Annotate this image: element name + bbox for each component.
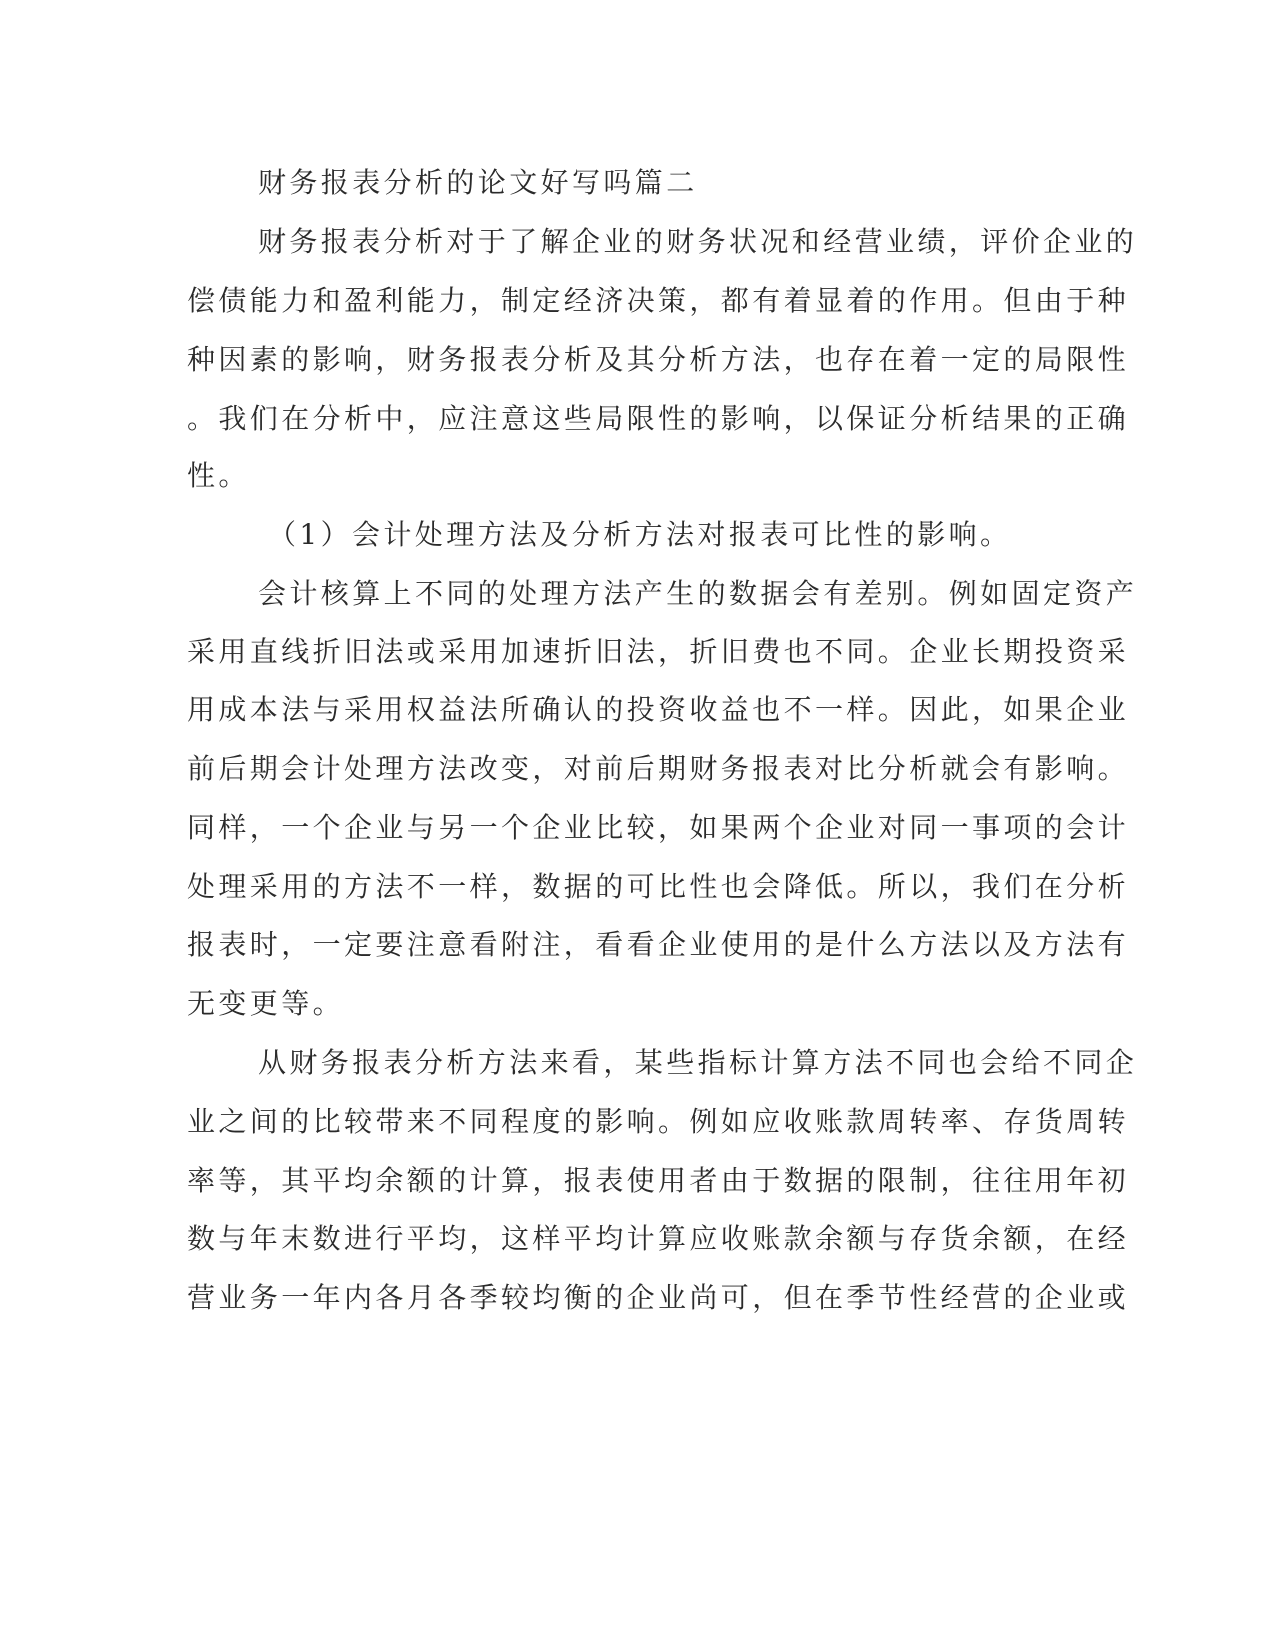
paragraph-line: 财务报表分析对于了解企业的财务状况和经营业绩，评价企业的 xyxy=(258,225,1138,258)
paragraph-line: 从财务报表分析方法来看，某些指标计算方法不同也会给不同企 xyxy=(258,1046,1138,1079)
paragraph-line: 业之间的比较带来不同程度的影响。例如应收账款周转率、存货周转 xyxy=(187,1105,1130,1138)
paragraph-line: 偿债能力和盈利能力，制定经济决策，都有着显着的作用。但由于种 xyxy=(187,284,1130,317)
paragraph-line: 率等，其平均余额的计算，报表使用者由于数据的限制，往往用年初 xyxy=(187,1164,1130,1197)
paragraph-line: 无变更等。 xyxy=(187,987,345,1020)
paragraph-line: 数与年末数进行平均，这样平均计算应收账款余额与存货余额，在经 xyxy=(187,1222,1130,1255)
paragraph-line: 处理采用的方法不一样，数据的可比性也会降低。所以，我们在分析 xyxy=(187,870,1130,903)
paragraph-line: 营业务一年内各月各季较均衡的企业尚可，但在季节性经营的企业或 xyxy=(187,1281,1130,1314)
paragraph-line: 。我们在分析中，应注意这些局限性的影响，以保证分析结果的正确 xyxy=(187,402,1130,435)
paragraph-line: 报表时，一定要注意看附注，看看企业使用的是什么方法以及方法有 xyxy=(187,928,1130,961)
paragraph-line: 同样，一个企业与另一个企业比较，如果两个企业对同一事项的会计 xyxy=(187,811,1130,844)
paragraph-line: 种因素的影响，财务报表分析及其分析方法，也存在着一定的局限性 xyxy=(187,343,1130,376)
paragraph-line: 用成本法与采用权益法所确认的投资收益也不一样。因此，如果企业 xyxy=(187,693,1130,726)
paragraph-line: 会计核算上不同的处理方法产生的数据会有差别。例如固定资产 xyxy=(258,577,1138,610)
document-title: 财务报表分析的论文好写吗篇二 xyxy=(258,166,698,199)
paragraph-line: 前后期会计处理方法改变，对前后期财务报表对比分析就会有影响。 xyxy=(187,752,1130,785)
section-heading: （1）会计处理方法及分析方法对报表可比性的影响。 xyxy=(268,518,1012,551)
paragraph-line: 采用直线折旧法或采用加速折旧法，折旧费也不同。企业长期投资采 xyxy=(187,635,1130,668)
paragraph-line: 性。 xyxy=(187,459,250,492)
